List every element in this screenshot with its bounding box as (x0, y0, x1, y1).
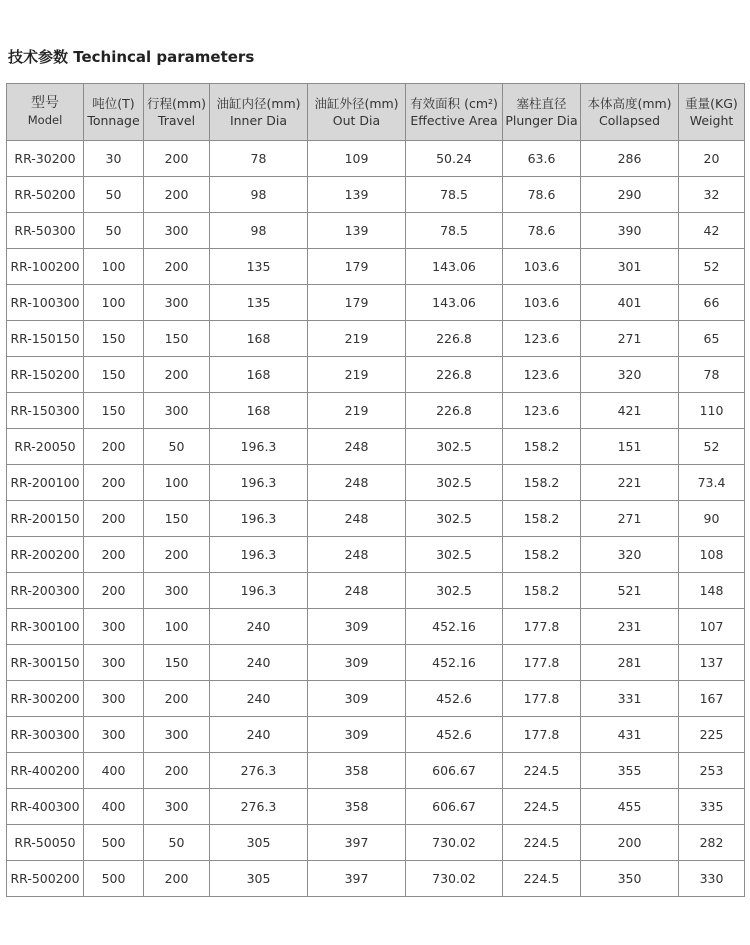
cell-collapsed: 200 (581, 825, 679, 861)
cell-inner-dia: 305 (210, 861, 308, 897)
table-row (7, 861, 745, 897)
cell-model: RR-300150 (7, 645, 84, 681)
cell-travel: 300 (144, 213, 210, 249)
cell-plunger-dia: 224.5 (503, 789, 581, 825)
cell-travel: 200 (144, 249, 210, 285)
cell-model: RR-100300 (7, 285, 84, 321)
cell-plunger-dia: 224.5 (503, 861, 581, 897)
cell-inner-dia: 196.3 (210, 465, 308, 501)
cell-effective-area: 78.5 (406, 177, 503, 213)
cell-effective-area: 302.5 (406, 465, 503, 501)
header-row (7, 84, 745, 141)
table-row (7, 357, 745, 393)
cell-tonnage: 100 (84, 249, 144, 285)
header-cell-travel (144, 84, 210, 141)
cell-tonnage: 150 (84, 393, 144, 429)
cell-travel: 50 (144, 429, 210, 465)
cell-collapsed: 151 (581, 429, 679, 465)
table-row (7, 465, 745, 501)
table-row (7, 249, 745, 285)
cell-collapsed: 521 (581, 573, 679, 609)
table-row (7, 789, 745, 825)
header-cn: 型号 (31, 95, 59, 111)
cell-effective-area: 50.24 (406, 141, 503, 177)
cell-inner-dia: 276.3 (210, 753, 308, 789)
cell-model: RR-400300 (7, 789, 84, 825)
cell-plunger-dia: 123.6 (503, 393, 581, 429)
cell-effective-area: 226.8 (406, 393, 503, 429)
cell-collapsed: 286 (581, 141, 679, 177)
cell-inner-dia: 196.3 (210, 429, 308, 465)
cell-tonnage: 500 (84, 861, 144, 897)
cell-weight: 107 (679, 609, 745, 645)
cell-effective-area: 78.5 (406, 213, 503, 249)
header-cn: 吨位(T) (92, 96, 135, 111)
cell-weight: 66 (679, 285, 745, 321)
table-row (7, 321, 745, 357)
cell-plunger-dia: 177.8 (503, 681, 581, 717)
cell-plunger-dia: 158.2 (503, 465, 581, 501)
table-row (7, 717, 745, 753)
cell-out-dia: 179 (308, 249, 406, 285)
cell-travel: 200 (144, 681, 210, 717)
header-cell-tonnage (84, 84, 144, 141)
cell-model: RR-50050 (7, 825, 84, 861)
header-en: Travel (157, 113, 196, 128)
cell-travel: 50 (144, 825, 210, 861)
cell-collapsed: 401 (581, 285, 679, 321)
cell-inner-dia: 276.3 (210, 789, 308, 825)
header-cell-collapsed (581, 84, 679, 141)
cell-effective-area: 302.5 (406, 573, 503, 609)
cell-collapsed: 390 (581, 213, 679, 249)
cell-effective-area: 730.02 (406, 825, 503, 861)
cell-model: RR-200150 (7, 501, 84, 537)
cell-inner-dia: 240 (210, 645, 308, 681)
cell-weight: 90 (679, 501, 745, 537)
header-cell-weight (679, 84, 745, 141)
cell-weight: 52 (679, 249, 745, 285)
cell-collapsed: 431 (581, 717, 679, 753)
header-en: Inner Dia (229, 113, 288, 128)
cell-inner-dia: 305 (210, 825, 308, 861)
cell-effective-area: 730.02 (406, 861, 503, 897)
cell-travel: 100 (144, 465, 210, 501)
header-cn: 有效面积 (cm²) (410, 96, 498, 111)
table-row (7, 825, 745, 861)
cell-out-dia: 109 (308, 141, 406, 177)
table-body (7, 141, 745, 897)
cell-collapsed: 350 (581, 861, 679, 897)
cell-collapsed: 455 (581, 789, 679, 825)
cell-model: RR-300100 (7, 609, 84, 645)
cell-tonnage: 300 (84, 645, 144, 681)
table-row (7, 213, 745, 249)
cell-travel: 200 (144, 177, 210, 213)
header-cn: 重量(KG) (685, 96, 738, 111)
cell-plunger-dia: 78.6 (503, 213, 581, 249)
table-row (7, 609, 745, 645)
header-cn: 塞柱直径 (516, 96, 567, 111)
cell-inner-dia: 240 (210, 609, 308, 645)
cell-effective-area: 452.16 (406, 645, 503, 681)
cell-weight: 65 (679, 321, 745, 357)
cell-weight: 108 (679, 537, 745, 573)
cell-out-dia: 309 (308, 609, 406, 645)
cell-plunger-dia: 103.6 (503, 285, 581, 321)
page-title: 技术参数 Techincal parameters (8, 48, 255, 66)
cell-model: RR-300200 (7, 681, 84, 717)
header-cn: 油缸外径(mm) (314, 96, 399, 111)
header-en: Effective Area (410, 113, 498, 128)
cell-inner-dia: 196.3 (210, 537, 308, 573)
cell-weight: 253 (679, 753, 745, 789)
cell-weight: 78 (679, 357, 745, 393)
cell-model: RR-500200 (7, 861, 84, 897)
cell-model: RR-200200 (7, 537, 84, 573)
cell-plunger-dia: 158.2 (503, 573, 581, 609)
cell-tonnage: 300 (84, 681, 144, 717)
cell-model: RR-200100 (7, 465, 84, 501)
cell-plunger-dia: 177.8 (503, 645, 581, 681)
cell-model: RR-50300 (7, 213, 84, 249)
cell-tonnage: 200 (84, 573, 144, 609)
header-cell-effective-area (406, 84, 503, 141)
cell-out-dia: 309 (308, 645, 406, 681)
cell-model: RR-400200 (7, 753, 84, 789)
cell-travel: 300 (144, 285, 210, 321)
cell-model: RR-20050 (7, 429, 84, 465)
table-row (7, 141, 745, 177)
table-row (7, 393, 745, 429)
cell-tonnage: 150 (84, 357, 144, 393)
cell-plunger-dia: 224.5 (503, 753, 581, 789)
cell-collapsed: 271 (581, 501, 679, 537)
cell-tonnage: 150 (84, 321, 144, 357)
cell-plunger-dia: 103.6 (503, 249, 581, 285)
cell-collapsed: 320 (581, 537, 679, 573)
cell-tonnage: 50 (84, 213, 144, 249)
cell-tonnage: 200 (84, 537, 144, 573)
cell-effective-area: 302.5 (406, 429, 503, 465)
table-row (7, 573, 745, 609)
cell-out-dia: 358 (308, 789, 406, 825)
cell-out-dia: 219 (308, 321, 406, 357)
cell-tonnage: 200 (84, 429, 144, 465)
cell-out-dia: 219 (308, 357, 406, 393)
table-row (7, 501, 745, 537)
cell-plunger-dia: 123.6 (503, 357, 581, 393)
cell-weight: 52 (679, 429, 745, 465)
spec-table (6, 83, 745, 897)
cell-weight: 73.4 (679, 465, 745, 501)
cell-inner-dia: 135 (210, 249, 308, 285)
cell-effective-area: 452.16 (406, 609, 503, 645)
cell-inner-dia: 98 (210, 213, 308, 249)
cell-weight: 282 (679, 825, 745, 861)
cell-tonnage: 300 (84, 609, 144, 645)
cell-inner-dia: 168 (210, 321, 308, 357)
table-row (7, 429, 745, 465)
cell-effective-area: 226.8 (406, 321, 503, 357)
cell-plunger-dia: 224.5 (503, 825, 581, 861)
cell-collapsed: 355 (581, 753, 679, 789)
cell-out-dia: 139 (308, 177, 406, 213)
cell-out-dia: 179 (308, 285, 406, 321)
header-cn: 行程(mm) (146, 96, 207, 111)
cell-plunger-dia: 123.6 (503, 321, 581, 357)
header-cn: 本体高度(mm) (587, 96, 672, 111)
table-row (7, 285, 745, 321)
cell-travel: 300 (144, 789, 210, 825)
cell-tonnage: 30 (84, 141, 144, 177)
cell-tonnage: 50 (84, 177, 144, 213)
cell-effective-area: 143.06 (406, 285, 503, 321)
cell-tonnage: 200 (84, 465, 144, 501)
cell-travel: 200 (144, 753, 210, 789)
cell-weight: 148 (679, 573, 745, 609)
cell-travel: 300 (144, 393, 210, 429)
cell-plunger-dia: 158.2 (503, 501, 581, 537)
cell-collapsed: 281 (581, 645, 679, 681)
cell-model: RR-100200 (7, 249, 84, 285)
table-row (7, 645, 745, 681)
table-row (7, 537, 745, 573)
cell-effective-area: 143.06 (406, 249, 503, 285)
cell-tonnage: 400 (84, 753, 144, 789)
cell-plunger-dia: 177.8 (503, 717, 581, 753)
cell-plunger-dia: 78.6 (503, 177, 581, 213)
cell-collapsed: 271 (581, 321, 679, 357)
cell-inner-dia: 240 (210, 681, 308, 717)
cell-travel: 100 (144, 609, 210, 645)
cell-out-dia: 397 (308, 825, 406, 861)
cell-model: RR-150150 (7, 321, 84, 357)
cell-collapsed: 421 (581, 393, 679, 429)
cell-weight: 137 (679, 645, 745, 681)
cell-plunger-dia: 158.2 (503, 429, 581, 465)
cell-inner-dia: 196.3 (210, 501, 308, 537)
header-cell-model (7, 84, 84, 141)
cell-weight: 225 (679, 717, 745, 753)
cell-plunger-dia: 158.2 (503, 537, 581, 573)
cell-out-dia: 358 (308, 753, 406, 789)
table-row (7, 681, 745, 717)
cell-out-dia: 397 (308, 861, 406, 897)
cell-out-dia: 309 (308, 717, 406, 753)
cell-out-dia: 309 (308, 681, 406, 717)
cell-collapsed: 320 (581, 357, 679, 393)
cell-tonnage: 300 (84, 717, 144, 753)
cell-inner-dia: 135 (210, 285, 308, 321)
cell-collapsed: 331 (581, 681, 679, 717)
cell-effective-area: 226.8 (406, 357, 503, 393)
cell-collapsed: 231 (581, 609, 679, 645)
header-en: Out Dia (332, 113, 381, 128)
cell-tonnage: 500 (84, 825, 144, 861)
cell-plunger-dia: 63.6 (503, 141, 581, 177)
header-cell-plunger-dia (503, 84, 581, 141)
cell-tonnage: 200 (84, 501, 144, 537)
cell-effective-area: 452.6 (406, 681, 503, 717)
cell-travel: 150 (144, 501, 210, 537)
cell-collapsed: 301 (581, 249, 679, 285)
cell-tonnage: 100 (84, 285, 144, 321)
cell-effective-area: 606.67 (406, 789, 503, 825)
cell-travel: 200 (144, 537, 210, 573)
header-en: Model (27, 113, 63, 127)
cell-weight: 42 (679, 213, 745, 249)
cell-travel: 300 (144, 573, 210, 609)
table-row (7, 753, 745, 789)
header-cn: 油缸内径(mm) (216, 96, 301, 111)
header-en: Plunger Dia (505, 113, 578, 128)
cell-out-dia: 139 (308, 213, 406, 249)
cell-weight: 335 (679, 789, 745, 825)
cell-effective-area: 302.5 (406, 501, 503, 537)
cell-out-dia: 248 (308, 429, 406, 465)
cell-out-dia: 248 (308, 537, 406, 573)
cell-travel: 150 (144, 645, 210, 681)
cell-collapsed: 290 (581, 177, 679, 213)
cell-out-dia: 248 (308, 501, 406, 537)
cell-travel: 150 (144, 321, 210, 357)
table-row (7, 177, 745, 213)
cell-inner-dia: 240 (210, 717, 308, 753)
header-en: Weight (689, 113, 734, 128)
cell-out-dia: 248 (308, 465, 406, 501)
cell-travel: 200 (144, 861, 210, 897)
cell-model: RR-50200 (7, 177, 84, 213)
cell-travel: 200 (144, 357, 210, 393)
cell-weight: 167 (679, 681, 745, 717)
cell-weight: 110 (679, 393, 745, 429)
cell-weight: 20 (679, 141, 745, 177)
cell-weight: 32 (679, 177, 745, 213)
cell-travel: 300 (144, 717, 210, 753)
header-en: Collapsed (598, 113, 661, 128)
cell-model: RR-30200 (7, 141, 84, 177)
cell-inner-dia: 168 (210, 393, 308, 429)
cell-inner-dia: 168 (210, 357, 308, 393)
header-en: Tonnage (87, 113, 140, 128)
cell-inner-dia: 78 (210, 141, 308, 177)
cell-plunger-dia: 177.8 (503, 609, 581, 645)
cell-effective-area: 302.5 (406, 537, 503, 573)
cell-collapsed: 221 (581, 465, 679, 501)
cell-model: RR-150300 (7, 393, 84, 429)
cell-weight: 330 (679, 861, 745, 897)
cell-inner-dia: 196.3 (210, 573, 308, 609)
cell-travel: 200 (144, 141, 210, 177)
cell-model: RR-150200 (7, 357, 84, 393)
cell-model: RR-200300 (7, 573, 84, 609)
cell-out-dia: 219 (308, 393, 406, 429)
cell-effective-area: 606.67 (406, 753, 503, 789)
cell-model: RR-300300 (7, 717, 84, 753)
header-cell-out-dia (308, 84, 406, 141)
header-cell-inner-dia (210, 84, 308, 141)
cell-tonnage: 400 (84, 789, 144, 825)
cell-inner-dia: 98 (210, 177, 308, 213)
cell-effective-area: 452.6 (406, 717, 503, 753)
cell-out-dia: 248 (308, 573, 406, 609)
